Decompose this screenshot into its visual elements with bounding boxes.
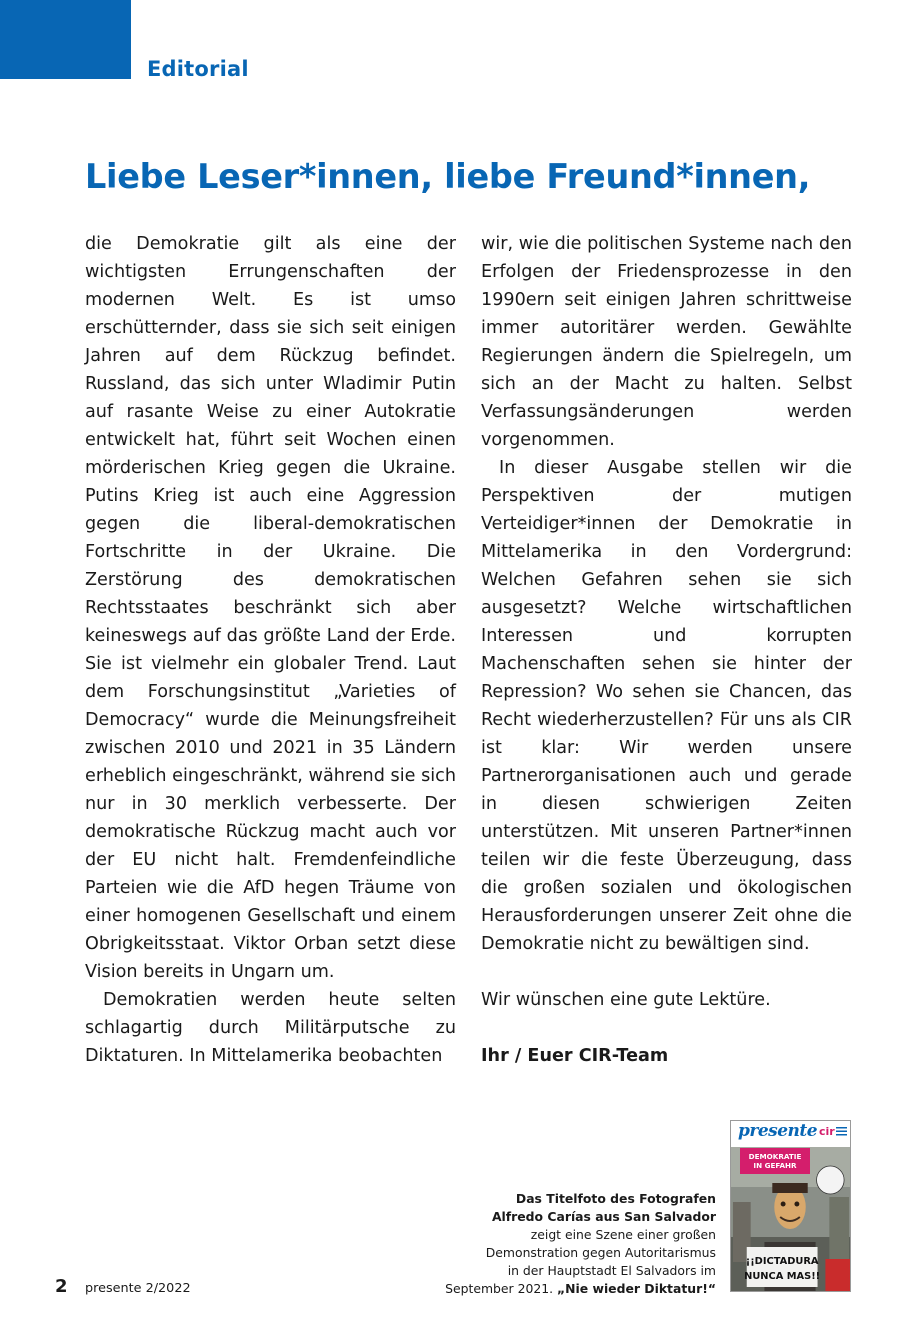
cover-photo-caption [416,1190,716,1298]
caption-line: in der Hauptstadt El Salvadors im [507,1263,716,1278]
caption-line: zeigt eine Szene einer großen [530,1227,716,1242]
caption-date: September 2021. [445,1281,554,1296]
cir-logo-text: cir [819,1125,835,1138]
signature: Ihr / Euer CIR-Team [481,1046,669,1066]
paragraph: Demokratien werden heute selten schlagartig durch Militärputsche zu Diktaturen. In Mittelamerika beobachten [85,990,456,1066]
page-headline: Liebe Leser*innen, liebe Freund*innen, [85,157,811,196]
caption-photographer-line: Das Titelfoto des Fotografen [515,1191,716,1206]
caption-line [416,1280,716,1298]
page-number: 2 [55,1276,68,1297]
magazine-cover-thumbnail [730,1120,851,1292]
section-label: Editorial [147,57,249,81]
cover-logo: presente [738,1121,818,1141]
corner-color-block [0,0,131,79]
paragraph: die Demokratie gilt als eine der wichtigsten Errungenschaften der modernen Welt. Es ist umso erschütternder, dass sie sich seit einigen Jahren auf dem Rückzug befindet. Russland, das sich unter Wladimir Putin auf rasante Weise zu einer Autokratie entwickelt hat, führt seit Wochen einen mörderischen Krieg gegen die Ukraine. Putins Krieg ist auch eine Aggression gegen die liberal-demokratischen Fortschritte in der Ukraine. Die Zerstörung des demokratischen Rechtsstaates beschränkt sich aber keineswegs auf das größte Land der Erde. Sie ist vielmehr ein globaler Trend. Laut dem Forschungsinstitut „Varieties of Democracy“ wurde die Meinungsfreiheit zwischen 2010 und 2021 in 35 Ländern erheblich eingeschränkt, während sie sich nur in 30 merklich verbesserte. Der demokratische Rückzug macht auch vor der EU nicht halt. Fremdenfeindliche Parteien wie die AfD hegen Träume von einer homogenen Gesellschaft und einem Obrigkeitsstaat. Viktor Orban setzt diese Vision bereits in Ungarn um. [85,234,456,982]
closing-line: Wir wünschen eine gute Lektüre. [481,990,771,1010]
text-column-left [85,230,456,1070]
cover-sign-text: ¡¡DICTADURA [745,1255,819,1268]
cover-sign-text: NUNCA MAS!! [744,1270,821,1283]
cover-masthead [731,1121,850,1147]
cover-title-band [740,1148,810,1174]
caption-line: Demonstration gegen Autoritarismus [485,1245,716,1260]
caption-photographer-line: Alfredo Carías aus San Salvador [491,1209,716,1224]
cover-title-line: DEMOKRATIE [748,1152,802,1161]
caption-quote: „Nie wieder Diktatur!“ [557,1281,716,1296]
paragraph: wir, wie die politischen Systeme nach den Erfolgen der Friedensprozesse in den 1990ern seit einigen Jahren schrittweise immer autoritärer werden. Gewählte Regierungen ändern die Spielregeln, um sich an der Macht zu halten. Selbst Verfassungsänderungen werden vorgenommen. [481,234,852,450]
text-column-right [481,230,852,1070]
paragraph: In dieser Ausgabe stellen wir die Perspektiven der mutigen Verteidiger*innen der Demokratie in Mittelamerika in den Vordergrund: Welchen Gefahren sehen sie sich ausgesetzt? Welche wirtschaftlichen Interessen und korrupten Machenschaften sehen sie hinter der Repression? Wo sehen sie Chancen, das Recht wiederherzustellen? Für uns als CIR ist klar: Wir werden unsere Partnerorganisationen auch und gerade in diesen schwierigen Zeiten unterstützen. Mit unseren Partner*innen teilen wir die feste Überzeugung, dass die großen sozialen und ökologischen Herausforderungen unserer Zeit ohne die Demokratie nicht zu bewältigen sind. [481,458,852,954]
cir-logo-icon [818,1124,848,1138]
issue-label: presente 2/2022 [85,1281,191,1296]
cover-title-line: IN GEFAHR [753,1161,797,1170]
